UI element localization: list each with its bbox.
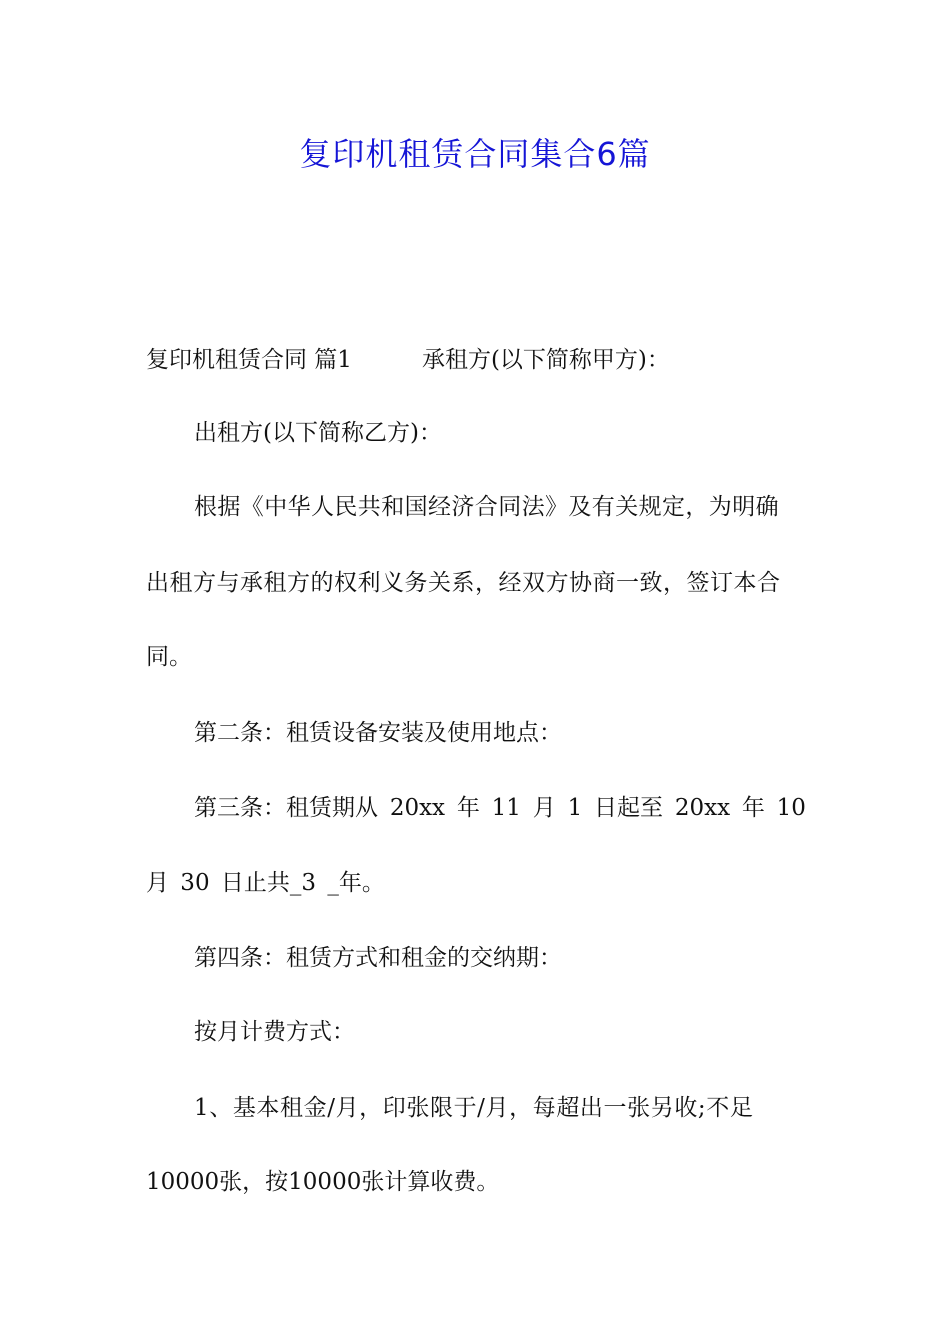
document-title: 复印机租赁合同集合6篇 bbox=[299, 135, 651, 173]
paragraph-line: 10000张，按10000张计算收费。 bbox=[146, 1169, 500, 1195]
article-three-text: 11 bbox=[491, 795, 521, 821]
document-body bbox=[146, 0, 806, 1344]
article-three-text: 第三条：租赁期从 bbox=[194, 795, 378, 821]
contract-heading-line bbox=[146, 345, 670, 375]
article-four: 第四条：租赁方式和租金的交纳期： bbox=[194, 945, 562, 971]
article-three-text: 10 bbox=[776, 795, 806, 821]
section-heading: 复印机租赁合同 篇1 bbox=[146, 347, 352, 373]
article-two: 第二条：租赁设备安装及使用地点： bbox=[194, 720, 562, 746]
paragraph-line: 月 30 日止共_3 _年。 bbox=[146, 870, 385, 896]
article-three-text: 年 bbox=[741, 795, 765, 821]
article-three-text: 年 bbox=[456, 795, 480, 821]
article-three-line bbox=[194, 793, 806, 823]
lessor-label: 出租方(以下简称乙方)： bbox=[194, 420, 442, 446]
lessee-label: 承租方(以下简称甲方)： bbox=[421, 347, 670, 373]
article-three-text: 20xx bbox=[389, 795, 446, 821]
article-three-text: 1 bbox=[567, 795, 583, 821]
paragraph-line: 同。 bbox=[146, 644, 192, 670]
paragraph-line: 根据《中华人民共和国经济合同法》及有关规定，为明确 bbox=[194, 494, 779, 520]
paragraph-line: 出租方与承租方的权利义务关系，经双方协商一致，签订本合 bbox=[146, 570, 781, 596]
paragraph-line: 1、基本租金/月，印张限于/月，每超出一张另收;不足 bbox=[194, 1095, 754, 1121]
article-three-text: 20xx bbox=[674, 795, 731, 821]
article-three-text: 日起至 bbox=[594, 795, 664, 821]
article-three-text: 月 bbox=[532, 795, 556, 821]
billing-method: 按月计费方式： bbox=[194, 1019, 355, 1045]
